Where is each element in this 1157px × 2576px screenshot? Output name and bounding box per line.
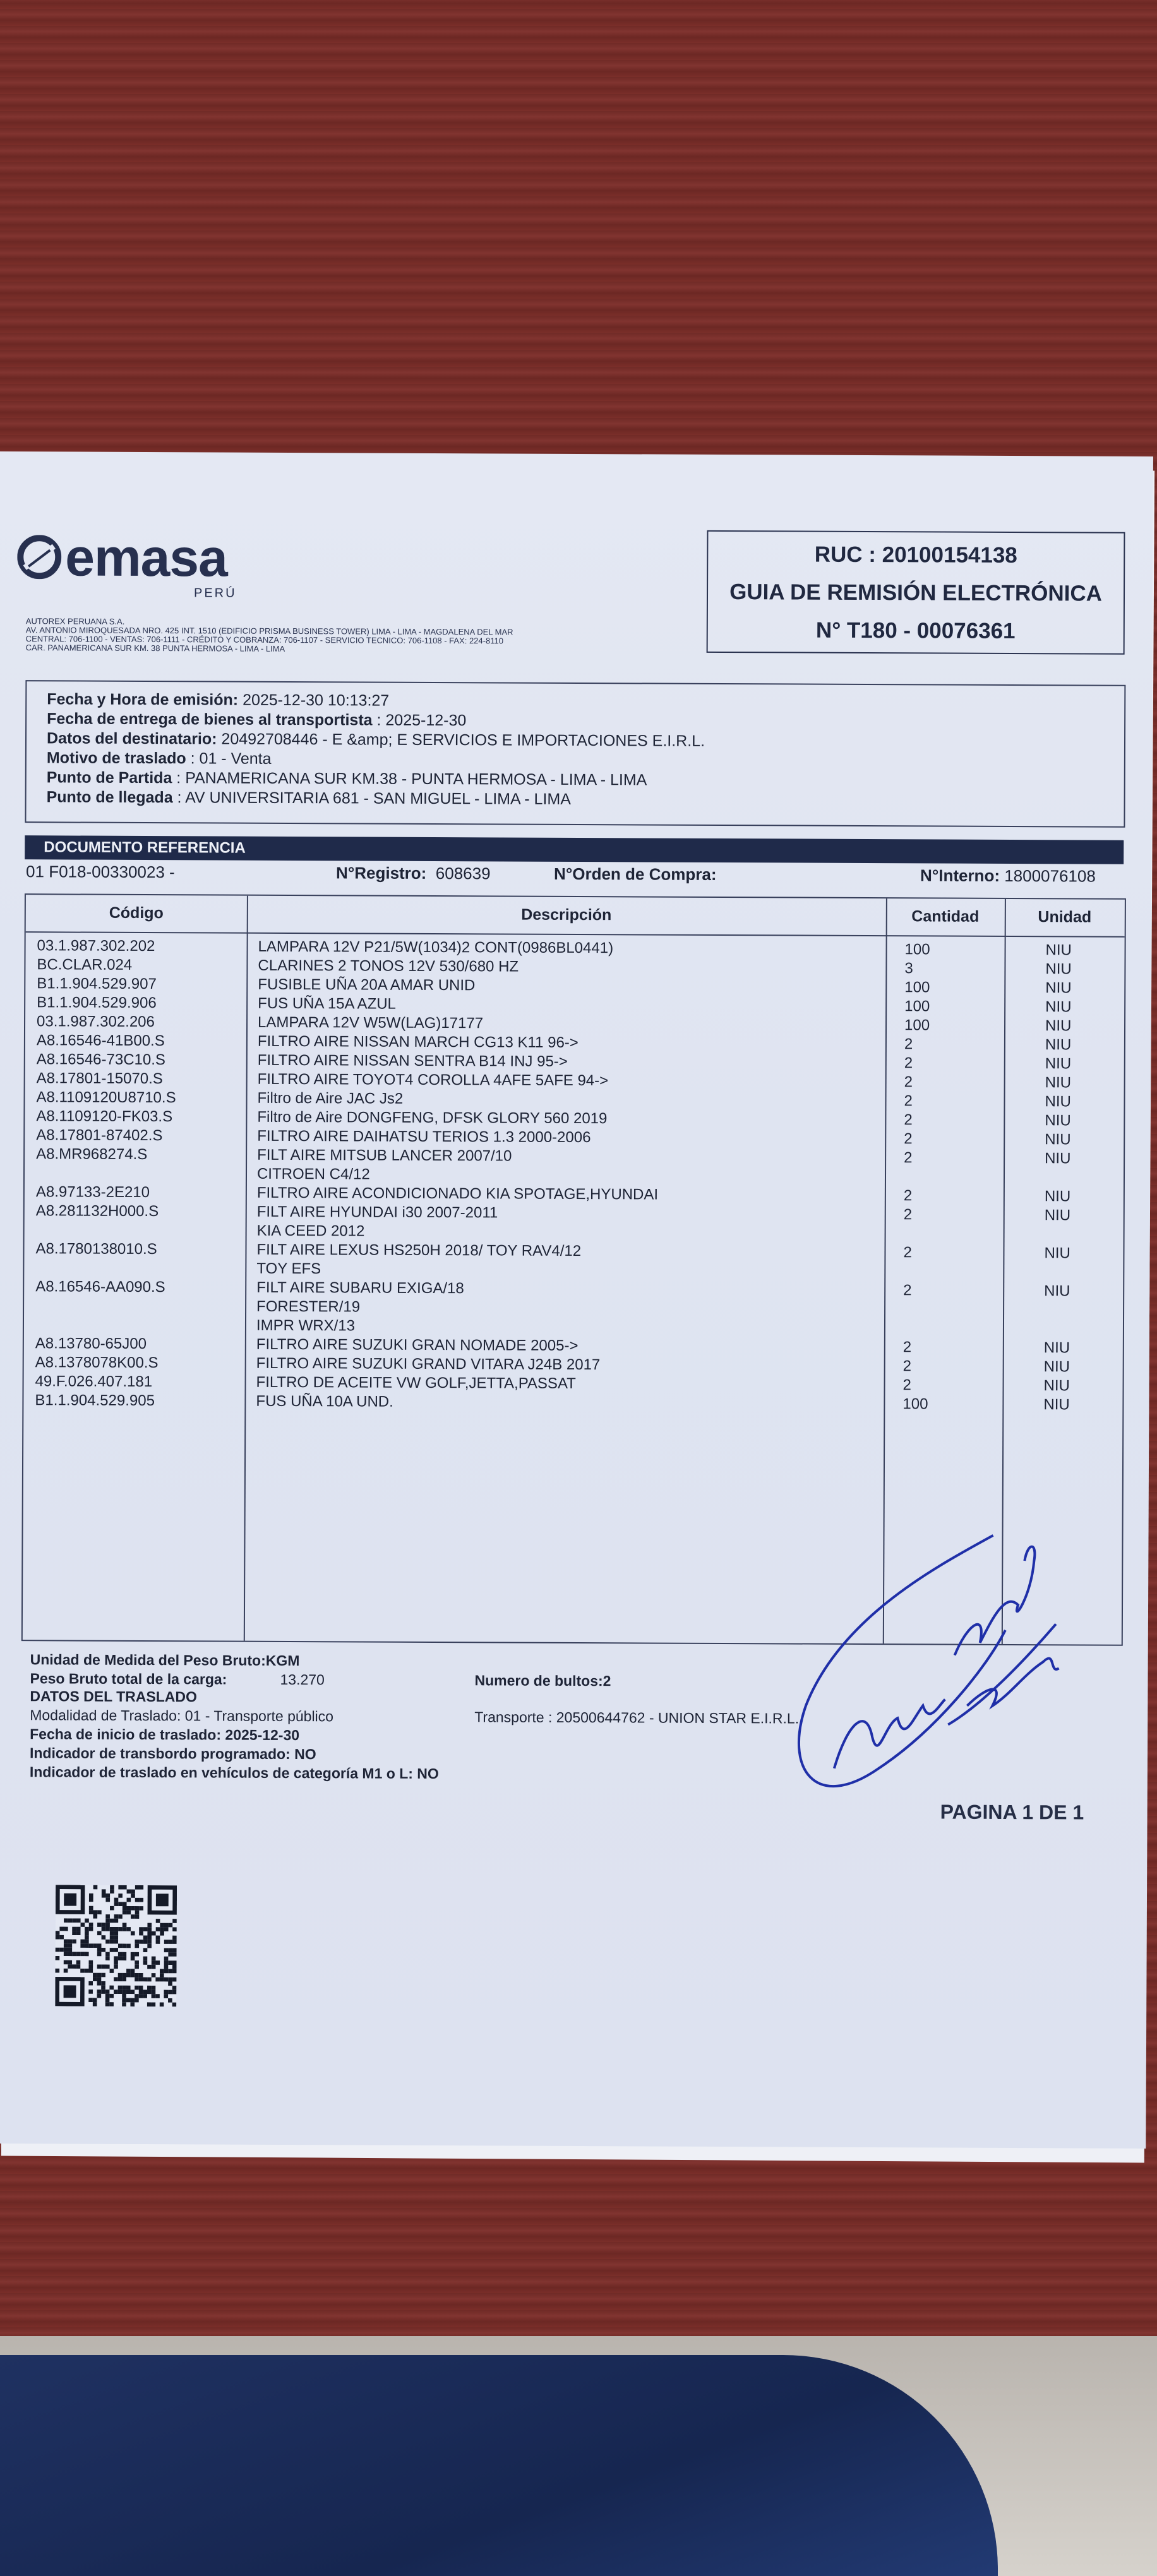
- address-line: CAR. PANAMERICANA SUR KM. 38 PUNTA HERMOSA - LIMA - LIMA: [25, 643, 285, 653]
- qr-code-icon: [55, 1885, 177, 2007]
- ruc-box: [707, 530, 1125, 655]
- item-description: CITROEN C4/12: [256, 1165, 370, 1183]
- item-description: Filtro de Aire JAC Js2: [257, 1089, 404, 1107]
- item-quantity: 2: [904, 1073, 913, 1091]
- item-description: FILTRO AIRE NISSAN SENTRA B14 INJ 95->: [257, 1051, 568, 1070]
- transbordo: Indicador de transbordo programado: NO: [29, 1744, 316, 1763]
- item-unit: NIU: [1045, 941, 1072, 959]
- item-description: FILT AIRE MITSUB LANCER 2007/10: [257, 1146, 512, 1165]
- remission-guide-document: [0, 451, 1153, 2149]
- logo-wordmark: emasa: [65, 527, 228, 588]
- logo-subtitle: PERÚ: [193, 586, 237, 600]
- info-row-llegada: Punto de llegada : AV UNIVERSITARIA 681 - SAN MIGUEL - LIMA - LIMA: [46, 788, 571, 808]
- item-code: B1.1.904.529.905: [35, 1392, 155, 1410]
- item-quantity: 2: [903, 1206, 913, 1224]
- item-quantity: 2: [904, 1111, 913, 1129]
- item-quantity: 100: [902, 1395, 928, 1413]
- page-indicator: PAGINA 1 DE 1: [940, 1800, 1084, 1824]
- item-unit: NIU: [1043, 1339, 1070, 1357]
- modalidad-traslado: Modalidad de Traslado: 01 - Transporte público: [30, 1707, 334, 1725]
- item-description: FILTRO DE ACEITE VW GOLF,JETTA,PASSAT: [256, 1373, 576, 1392]
- item-quantity: 3: [904, 960, 913, 977]
- header-unit: Unidad: [1038, 908, 1092, 926]
- item-code: A8.17801-15070.S: [36, 1070, 163, 1088]
- item-unit: NIU: [1043, 1377, 1070, 1395]
- item-description: FILT AIRE SUBARU EXIGA/18: [256, 1279, 464, 1297]
- interno-field: N°Interno: 1800076108: [920, 866, 1096, 886]
- item-quantity: 100: [904, 941, 930, 958]
- handwritten-signature: [777, 1515, 1094, 1832]
- document-number: N° T180 - 00076361: [815, 617, 1016, 644]
- item-unit: NIU: [1045, 1017, 1072, 1035]
- item-description: FILTRO AIRE ACONDICIONADO KIA SPOTAGE,HYUNDAI: [256, 1184, 659, 1203]
- item-quantity: 2: [902, 1376, 911, 1394]
- item-description: FILT AIRE HYUNDAI i30 2007-2011: [256, 1203, 498, 1222]
- item-quantity: 2: [903, 1187, 913, 1205]
- item-unit: NIU: [1045, 979, 1072, 997]
- item-code: A8.97133-2E210: [35, 1183, 150, 1202]
- item-description: FILTRO AIRE DAIHATSU TERIOS 1.3 2000-2006: [257, 1127, 591, 1147]
- ruc-number: RUC : 20100154138: [814, 542, 1017, 568]
- info-row-destinatario: Datos del destinatario: 20492708446 - E &amp; E SERVICIOS E IMPORTACIONES E.I.R.L.: [46, 729, 705, 750]
- table-body: [23, 936, 1124, 1415]
- item-unit: NIU: [1043, 1358, 1070, 1376]
- item-unit: NIU: [1044, 1188, 1071, 1205]
- item-unit: NIU: [1045, 1055, 1072, 1073]
- item-unit: NIU: [1043, 1396, 1070, 1414]
- item-description: FUS UÑA 10A UND.: [256, 1392, 393, 1410]
- info-row-entrega: Fecha de entrega de bienes al transportista : 2025-12-30: [47, 710, 467, 730]
- unidad-medida: Unidad de Medida del Peso Bruto:KGM: [30, 1651, 300, 1669]
- item-unit: NIU: [1045, 1112, 1071, 1130]
- item-quantity: 2: [904, 1092, 913, 1110]
- reference-doc: 01 F018-00330023 -: [26, 862, 175, 882]
- item-code: A8.1109120-FK03.S: [36, 1107, 173, 1126]
- item-code: A8.16546-AA090.S: [35, 1278, 165, 1296]
- transporte: Transporte : 20500644762 - UNION STAR E.I.R.L.: [474, 1708, 800, 1727]
- orden-compra-field: N°Orden de Compra:: [554, 864, 717, 884]
- item-description: FORESTER/19: [256, 1297, 361, 1316]
- item-quantity: 100: [904, 998, 930, 1015]
- item-unit: NIU: [1045, 960, 1072, 978]
- categoria-vehiculo: Indicador de traslado en vehículos de categoría M1 o L: NO: [29, 1763, 439, 1782]
- header-quantity: Cantidad: [911, 907, 980, 926]
- item-quantity: 2: [904, 1035, 913, 1053]
- table-row: [23, 1391, 1122, 1415]
- item-code: 03.1.987.302.202: [37, 937, 155, 955]
- header-description: Descripción: [521, 905, 612, 924]
- registro-field: N°Registro: 608639: [336, 863, 491, 883]
- item-code: B1.1.904.529.906: [37, 994, 157, 1012]
- item-quantity: 2: [904, 1054, 913, 1072]
- item-code: A8.1780138010.S: [35, 1240, 157, 1258]
- item-unit: NIU: [1045, 1131, 1071, 1148]
- item-unit: NIU: [1045, 1093, 1071, 1111]
- item-code: B1.1.904.529.907: [37, 975, 157, 993]
- reference-section-title: DOCUMENTO REFERENCIA: [25, 835, 1124, 864]
- item-description: TOY EFS: [256, 1260, 321, 1278]
- peso-bruto: Peso Bruto total de la carga:: [30, 1670, 227, 1688]
- address-line: CENTRAL: 706-1100 - VENTAS: 706-1111 - CRÉDITO Y COBRANZA: 706-1107 - SERVICIO TECNICO: 706-1108 - FAX: 224-8110: [25, 634, 503, 646]
- item-quantity: 2: [902, 1357, 912, 1375]
- item-code: BC.CLAR.024: [37, 956, 133, 974]
- item-quantity: 2: [904, 1149, 913, 1167]
- item-description: FILT AIRE LEXUS HS250H 2018/ TOY RAV4/12: [256, 1241, 582, 1260]
- item-code: A8.1378078K00.S: [35, 1354, 159, 1372]
- item-unit: NIU: [1045, 1150, 1071, 1167]
- item-description: LAMPARA 12V W5W(LAG)17177: [257, 1013, 484, 1032]
- item-code: 49.F.026.407.181: [35, 1373, 153, 1391]
- fecha-inicio: Fecha de inicio de traslado: 2025-12-30: [30, 1726, 300, 1744]
- info-row-partida: Punto de Partida : PANAMERICANA SUR KM.38 - PUNTA HERMOSA - LIMA - LIMA: [46, 768, 647, 789]
- item-description: LAMPARA 12V P21/5W(1034)2 CONT(0986BL0441): [258, 938, 614, 957]
- item-code: A8.16546-73C10.S: [36, 1051, 166, 1069]
- item-unit: NIU: [1044, 1282, 1070, 1300]
- document-title: GUIA DE REMISIÓN ELECTRÓNICA: [729, 580, 1103, 606]
- item-unit: NIU: [1044, 1244, 1070, 1262]
- item-quantity: 2: [904, 1130, 913, 1148]
- item-description: CLARINES 2 TONOS 12V 530/680 HZ: [258, 957, 519, 975]
- company-logo: [17, 527, 228, 588]
- company-address: [26, 617, 632, 655]
- item-quantity: 2: [903, 1282, 912, 1299]
- item-code: A8.17801-87402.S: [36, 1126, 163, 1145]
- item-quantity: 2: [902, 1339, 912, 1356]
- item-code: A8.16546-41B00.S: [36, 1032, 165, 1050]
- item-description: FILTRO AIRE TOYOT4 COROLLA 4AFE 5AFE 94->: [257, 1070, 609, 1090]
- item-description: FUS UÑA 15A AZUL: [258, 994, 397, 1013]
- blue-cloth: [0, 2355, 998, 2576]
- header-code: Código: [109, 903, 164, 922]
- item-description: FUSIBLE UÑA 20A AMAR UNID: [258, 975, 476, 994]
- address-line: AUTOREX PERUANA S.A.: [25, 616, 125, 626]
- item-unit: NIU: [1045, 1036, 1072, 1054]
- peso-bruto-value: 13.270: [280, 1671, 325, 1688]
- item-quantity: 100: [904, 979, 930, 996]
- item-description: FILTRO AIRE SUZUKI GRAND VITARA J24B 2017: [256, 1354, 601, 1374]
- address-line: AV. ANTONIO MIROQUESADA NRO. 425 INT. 1510 (EDIFICIO PRISMA BUSINESS TOWER) LIMA - LIMA - MAGDALENA DEL MAR: [25, 625, 513, 637]
- item-code: A8.13780-65J00: [35, 1335, 147, 1353]
- item-description: IMPR WRX/13: [256, 1316, 356, 1335]
- item-description: FILTRO AIRE SUZUKI GRAN NOMADE 2005->: [256, 1335, 578, 1355]
- item-code: A8.MR968274.S: [36, 1145, 148, 1164]
- info-row-emision: Fecha y Hora de emisión: 2025-12-30 10:13:27: [47, 690, 390, 710]
- item-description: Filtro de Aire DONGFENG, DFSK GLORY 560 2019: [257, 1108, 608, 1128]
- datos-traslado-title: DATOS DEL TRASLADO: [30, 1688, 197, 1705]
- item-unit: NIU: [1045, 998, 1072, 1016]
- item-code: A8.281132H000.S: [35, 1202, 159, 1220]
- item-code: A8.1109120U8710.S: [36, 1088, 176, 1107]
- shipment-info-box: [25, 680, 1125, 828]
- item-code: 03.1.987.302.206: [37, 1013, 155, 1031]
- emasa-logo-icon: [17, 535, 61, 579]
- item-description: FILTRO AIRE NISSAN MARCH CG13 K11 96->: [257, 1032, 578, 1052]
- item-description: KIA CEED 2012: [256, 1222, 365, 1240]
- item-quantity: 2: [903, 1244, 912, 1261]
- numero-bultos: Numero de bultos:2: [474, 1672, 611, 1690]
- item-unit: NIU: [1044, 1207, 1071, 1224]
- info-row-motivo: Motivo de traslado : 01 - Venta: [46, 749, 272, 768]
- item-unit: NIU: [1045, 1074, 1072, 1092]
- item-quantity: 100: [904, 1017, 930, 1034]
